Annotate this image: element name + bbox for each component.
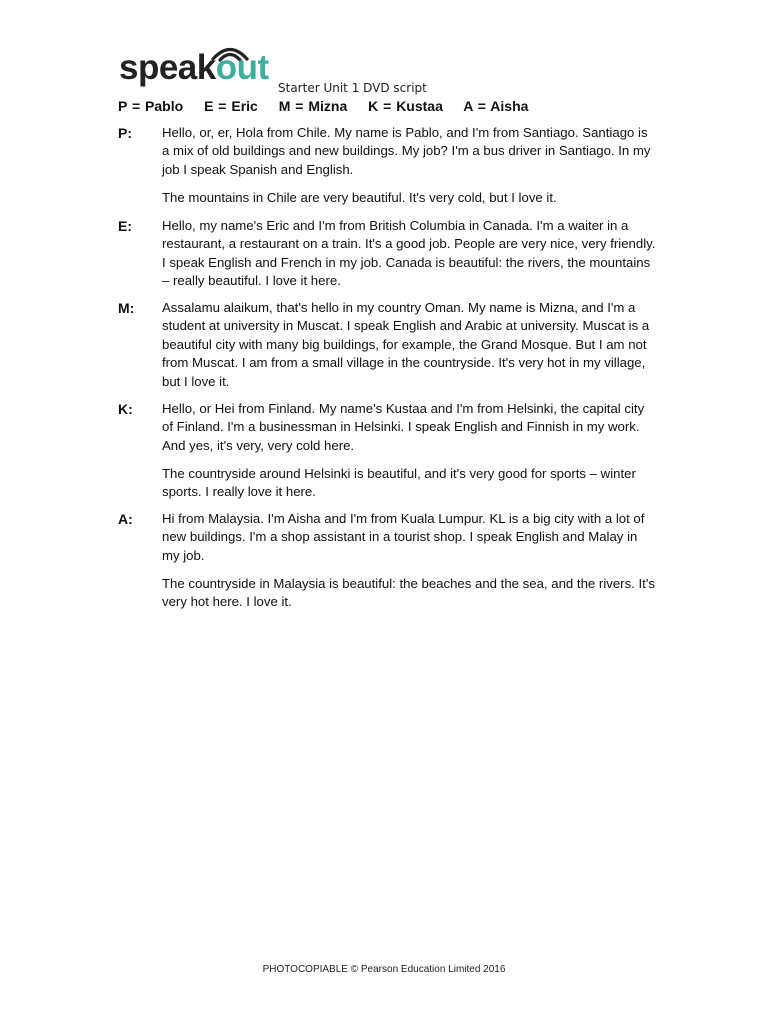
speaker-label: K: — [118, 401, 133, 417]
legend-item: M = Mizna — [278, 98, 348, 114]
script-paragraph: Hello, or, er, Hola from Chile. My name is Pablo, and I'm from Santiago. Santiago is a mix of old buildings and new buildings. My job? I'm a bus driver in Santiago. In my job I speak Spanish and English. — [162, 125, 651, 177]
script-paragraph: The mountains in Chile are very beautiful. It's very cold, but I love it. — [162, 190, 557, 205]
speaker-label: E: — [118, 218, 132, 234]
speaker-legend — [118, 98, 544, 114]
script-paragraph: Hi from Malaysia. I'm Aisha and I'm from Kuala Lumpur. KL is a big city with a lot of new buildings. I'm a shop assistant in a tourist shop. I speak English and Malay in my job. — [162, 511, 645, 563]
logo-out: out — [215, 48, 269, 87]
script-paragraph: Assalamu alaikum, that's hello in my country Oman. My name is Mizna, and I'm a student at university in Muscat. I speak English and Arabic at university. Muscat is a beautiful city with many big buildings, for example, the Grand Mosque. But I am not from Muscat. I am from a small village in the countryside. It's very hot in my village, but I love it. — [162, 300, 650, 389]
legend-item: A = Aisha — [463, 98, 529, 114]
script-paragraph: The countryside in Malaysia is beautiful: the beaches and the sea, and the rivers. It's very hot here. I love it. — [162, 576, 655, 610]
speaker-label: P: — [118, 125, 132, 141]
script-paragraph: Hello, or Hei from Finland. My name's Kustaa and I'm from Helsinki, the capital city of Finland. I'm a businessman in Helsinki. I speak English and Finnish in my work. And yes, it's very, very cold here. — [162, 401, 645, 453]
logo-wordmark — [119, 48, 269, 88]
speaker-label: A: — [118, 511, 133, 527]
copyright-footer: PHOTOCOPIABLE © Pearson Education Limited 2016 — [262, 964, 506, 975]
logo-speak: speak — [119, 48, 216, 87]
speaker-label: M: — [118, 300, 135, 316]
script-paragraph: The countryside around Helsinki is beautiful, and it's very good for sports – winter sports. I really love it here. — [162, 466, 636, 500]
legend-item: E = Eric — [204, 98, 258, 114]
document-subtitle: Starter Unit 1 DVD script — [278, 81, 427, 95]
legend-item: K = Kustaa — [368, 98, 443, 114]
script-paragraph: Hello, my name's Eric and I'm from British Columbia in Canada. I'm a waiter in a restaurant, a restaurant on a train. It's a good job. People are very nice, very friendly. I speak English and French in my job. Canada is beautiful: the rivers, the mountains – really beautiful. I love it here. — [162, 218, 656, 289]
legend-item: P = Pablo — [118, 98, 184, 114]
